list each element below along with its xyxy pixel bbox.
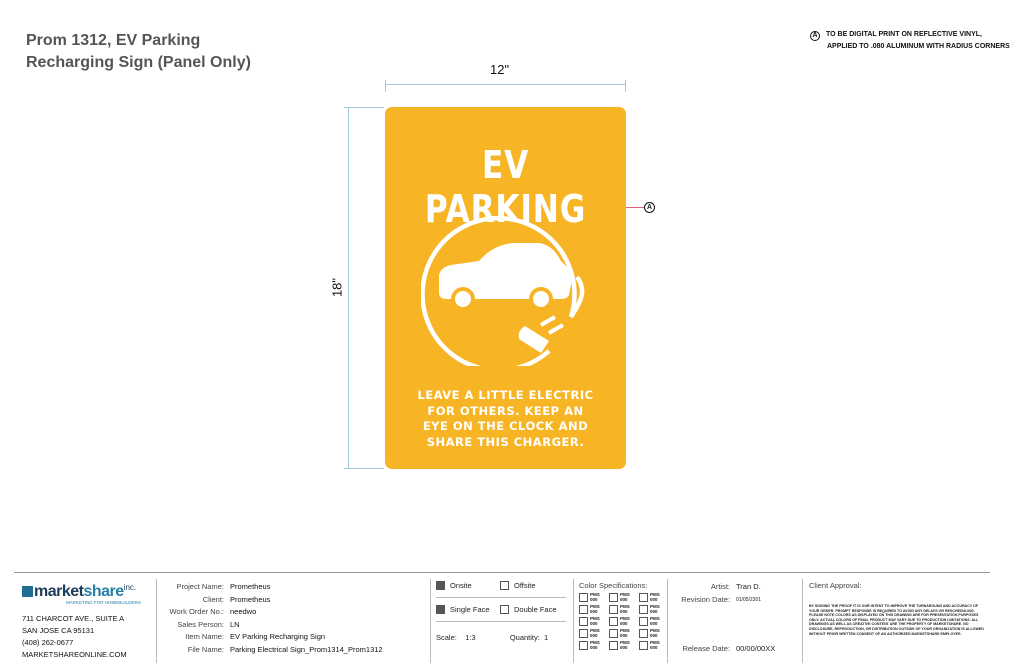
pms-swatch-box xyxy=(639,641,648,650)
field-label: File Name: xyxy=(187,644,224,654)
title-line-1: Prom 1312, EV Parking xyxy=(26,32,201,49)
pms-swatch xyxy=(609,592,639,604)
pms-swatch xyxy=(639,616,669,628)
pms-swatch-box xyxy=(609,641,618,650)
address-line: SAN JOSE CA 95131 xyxy=(22,626,95,635)
pms-swatch-code: 000 xyxy=(590,621,598,626)
revision-value: 01/05/2301 xyxy=(736,596,762,603)
pms-swatch-box xyxy=(579,629,588,638)
height-dimension-label: 18" xyxy=(329,277,345,298)
note-line-2: APPLIED TO .080 ALUMINUM WITH RADIUS CORNERS xyxy=(827,43,1010,50)
callout-marker: A xyxy=(644,202,655,213)
pms-swatch-label: PMS xyxy=(590,628,600,633)
pms-swatch-code: 000 xyxy=(620,597,628,602)
pms-swatch-box xyxy=(639,629,648,638)
height-dimension-line xyxy=(344,107,354,469)
pms-swatch xyxy=(639,640,669,652)
note-line-1: TO BE DIGITAL PRINT ON REFLECTIVE VINYL, xyxy=(826,31,982,38)
page-title xyxy=(26,30,251,74)
website-link: MARKETSHAREONLINE.COM xyxy=(22,650,127,659)
onsite-option[interactable] xyxy=(436,581,472,590)
pms-swatch-label: PMS xyxy=(620,604,630,609)
pms-swatch-code: 000 xyxy=(650,621,658,626)
pms-swatch-box xyxy=(579,617,588,626)
double-face-label: Double Face xyxy=(514,605,557,614)
pms-swatch-label: PMS xyxy=(650,604,660,609)
pms-swatch xyxy=(579,604,609,616)
pms-swatch-code: 000 xyxy=(590,597,598,602)
scale-quantity xyxy=(436,633,548,642)
pms-swatch-box xyxy=(639,605,648,614)
pms-swatch-label: PMS xyxy=(620,592,630,597)
double-face-option[interactable] xyxy=(500,605,557,614)
field-label: Sales Person: xyxy=(177,619,224,629)
pms-swatch xyxy=(639,592,669,604)
double-face-checkbox[interactable] xyxy=(500,605,509,614)
pms-swatch xyxy=(609,640,639,652)
pms-swatch-code: 000 xyxy=(590,609,598,614)
pms-swatch xyxy=(579,640,609,652)
pms-swatch xyxy=(609,616,639,628)
pms-swatch-label: PMS xyxy=(590,616,600,621)
pms-swatch xyxy=(579,616,609,628)
logo-word-a: market xyxy=(34,583,84,600)
pms-swatch-label: PMS xyxy=(620,628,630,633)
pms-swatch-code: 000 xyxy=(590,633,598,638)
pms-swatch-code: 000 xyxy=(620,633,628,638)
sign-message-line: LEAVE A LITTLE ELECTRIC xyxy=(417,388,594,402)
scale-label: Scale: xyxy=(436,633,457,642)
onsite-label: Onsite xyxy=(450,581,472,590)
pms-swatch-box xyxy=(579,605,588,614)
sales-person-value: LN xyxy=(230,619,240,629)
single-face-option[interactable] xyxy=(436,605,490,614)
production-note xyxy=(810,29,1010,52)
sign-message-line: EYE ON THE CLOCK AND xyxy=(422,419,589,433)
pms-swatch-box xyxy=(639,593,648,602)
pms-swatch-code: 000 xyxy=(620,645,628,650)
release-value: 00/00/00XX xyxy=(736,644,776,653)
phone-number: (408) 262-0677 xyxy=(22,638,74,647)
sign-message xyxy=(385,388,626,450)
pms-swatch-label: PMS xyxy=(620,640,630,645)
client-value: Prometheus xyxy=(230,594,271,604)
artist-label: Artist: xyxy=(710,582,730,591)
color-specifications xyxy=(579,581,660,650)
marketshare-logo xyxy=(22,583,141,605)
callout-leader-line xyxy=(626,207,644,208)
pms-swatch-box xyxy=(609,617,618,626)
logo-suffix: inc. xyxy=(123,583,137,592)
quantity-label: Quantity: xyxy=(509,633,540,642)
pms-swatch-label: PMS xyxy=(650,616,660,621)
field-label: Project Name: xyxy=(176,582,224,591)
pms-swatch-label: PMS xyxy=(650,628,660,633)
pms-swatch-box xyxy=(579,641,588,650)
pms-swatch xyxy=(579,628,609,640)
approval-header: Client Approval: xyxy=(809,581,862,590)
single-face-label: Single Face xyxy=(450,605,490,614)
field-label: Work Order No.: xyxy=(169,607,224,616)
pms-swatch-code: 000 xyxy=(650,633,658,638)
title-block xyxy=(14,572,990,663)
pms-swatch-label: PMS xyxy=(620,616,630,621)
pms-swatch-code: 000 xyxy=(650,597,658,602)
pms-swatch xyxy=(639,604,669,616)
project-fields xyxy=(162,581,383,656)
sign-title: EV PARKING xyxy=(424,143,587,231)
artist-block xyxy=(674,581,775,656)
pms-swatch-box xyxy=(609,593,618,602)
onsite-checkbox[interactable] xyxy=(436,581,445,590)
address-line: 711 CHARCOT AVE., SUITE A xyxy=(22,614,125,623)
offsite-checkbox[interactable] xyxy=(500,581,509,590)
sign-message-line: FOR OTHERS. KEEP AN xyxy=(427,403,584,418)
company-address xyxy=(22,613,127,661)
quantity-value: 1 xyxy=(544,633,549,642)
release-label: Release Date: xyxy=(682,644,730,653)
pms-swatch-label: PMS xyxy=(650,592,660,597)
logo-word-b: share xyxy=(83,583,124,600)
pms-swatch-box xyxy=(609,629,618,638)
field-label: Client: xyxy=(202,594,224,604)
pms-swatch-box xyxy=(579,593,588,602)
file-name-value: Parking Electrical Sign_Prom1314_Prom1312 xyxy=(230,644,383,654)
pms-swatch-code: 000 xyxy=(620,609,628,614)
pms-swatch-box xyxy=(639,617,648,626)
pms-swatch-label: PMS xyxy=(650,640,660,645)
pms-swatch-code: 000 xyxy=(650,609,658,614)
item-name-value: EV Parking Recharging Sign xyxy=(230,632,326,641)
offsite-label: Offsite xyxy=(514,581,536,590)
pms-swatch-box xyxy=(609,605,618,614)
logo-tagline: MARKETING FOR HOMEBUILDERS xyxy=(66,600,141,605)
revision-label: Revision Date: xyxy=(681,594,730,604)
ev-parking-sign-panel xyxy=(385,107,626,469)
pms-swatch-code: 000 xyxy=(590,645,598,650)
title-line-2: Recharging Sign (Panel Only) xyxy=(26,54,251,71)
pms-swatch-label: PMS xyxy=(590,592,600,597)
client-approval xyxy=(809,581,989,636)
logo-mark-icon xyxy=(22,586,33,597)
project-name-value: Prometheus xyxy=(230,582,271,591)
single-face-checkbox[interactable] xyxy=(436,605,445,614)
pms-swatch-code: 000 xyxy=(650,645,658,650)
field-label: Item Name: xyxy=(185,632,224,641)
pms-swatch xyxy=(609,628,639,640)
approval-fine-print: BY SIGNING THE PROOF IT IS OUR INTENT TO IMPROVE THE TURNAROUND AND ACCURACY OF YOUR ORDER. PROMPT RESPONSE IS REQUIRED TO AVOID ANY DELAYS OR RESCHEDULING. PLEASE NOTE COLORS AS DISPLAYED ON THIS DRAWING ARE FOR PRESENTATION PURPOSES ONLY. ACTUAL COLORS OF FINAL PRODUCT MAY VARY DUE TO PRODUCTION LIMITATIONS. ALL DRAWINGS AS WELL AS CREATIVE CONTENT ARE THE PROPERTY OF MARKETSHARE. NO DISCLOSURE, REPRODUCTION, OR DISTRIBUTION OUTSIDE OF YOUR ORGANIZATION IS ALLOWED WITHOUT PRIOR WRITTEN CONSENT OF AN AUTHORIZED MARKETSHARE EMPLOYEE. xyxy=(809,604,984,636)
pms-swatch xyxy=(579,592,609,604)
pms-swatch-label: PMS xyxy=(590,640,600,645)
work-order-value: needwo xyxy=(230,607,257,616)
scale-value: 1:3 xyxy=(465,633,476,642)
sign-message-line: SHARE THIS CHARGER. xyxy=(426,434,585,449)
offsite-option[interactable] xyxy=(500,581,536,590)
color-spec-header: Color Specifications: xyxy=(579,581,648,590)
pms-swatch-code: 000 xyxy=(620,621,628,626)
ev-car-charging-plug-icon xyxy=(421,201,591,366)
pms-swatch xyxy=(639,628,669,640)
note-marker: A xyxy=(810,31,820,41)
width-dimension-label: 12" xyxy=(490,62,510,77)
width-dimension-line xyxy=(385,80,626,90)
pms-swatch xyxy=(609,604,639,616)
pms-swatch-label: PMS xyxy=(590,604,600,609)
artist-value: Tran D. xyxy=(736,582,761,591)
